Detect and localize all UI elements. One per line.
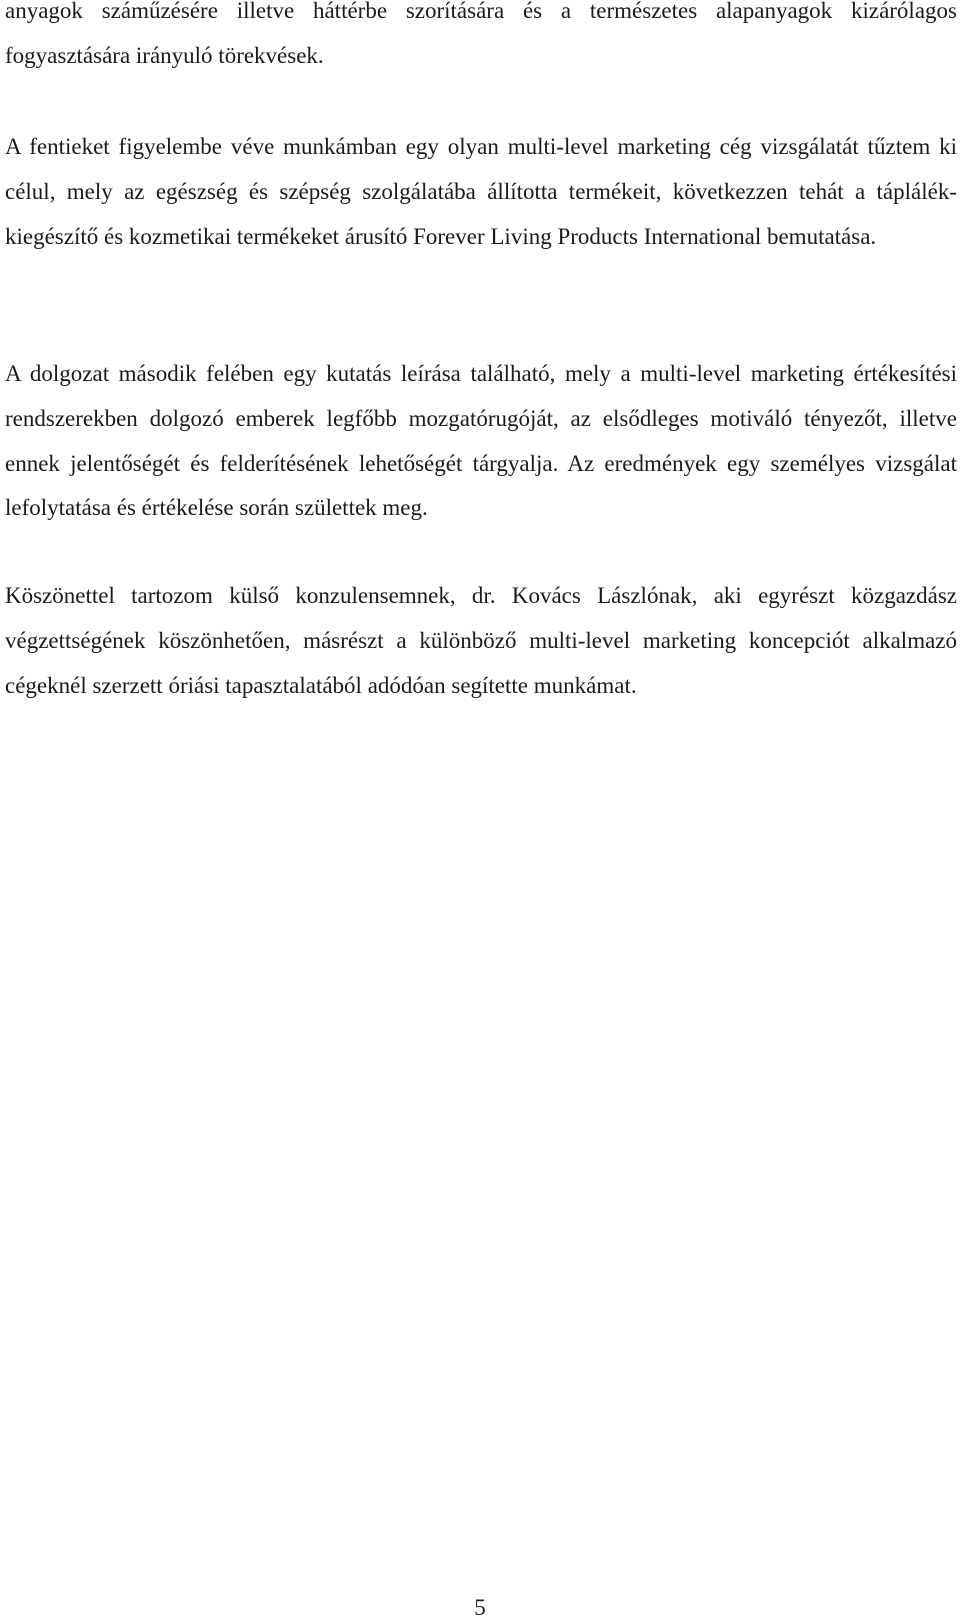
paragraph-3: A dolgozat második felében egy kutatás leírása található, mely a multi-level marketing értékesítési rendszerekben dolgozó emberek legfőbb mozgatórugóját, az elsődleges motiváló tényezőt, illetve ennek jelentőségét és felderítésének lehetőségét tárgyalja. Az eredmények egy személyes vizsgálat lefolytatása és értékelése során születtek meg. xyxy=(5,361,957,521)
paragraph-1: anyagok száműzésére illetve háttérbe szorítására és a természetes alapanyagok kizárólagos fogyasztására irányuló törekvések. xyxy=(5,0,957,68)
page-number: 5 xyxy=(474,1595,486,1620)
paragraph-4: Köszönettel tartozom külső konzulensemnek, dr. Kovács Lászlónak, aki egyrészt közgazdász végzettségének köszönhetően, másrészt a különböző multi-level marketing koncepciót alkalmazó cégeknél szerzett óriási tapasztalatából adódóan segítette munkámat. xyxy=(5,583,957,698)
paragraph-2: A fentieket figyelembe véve munkámban egy olyan multi-level marketing cég vizsgálatát tűztem ki célul, mely az egészség és szépség szolgálatába állította termékeit, következzen tehát a táplálék-kiegészítő és kozmetikai termékeket árusító Forever Living Products International bemutatása. xyxy=(5,134,957,249)
